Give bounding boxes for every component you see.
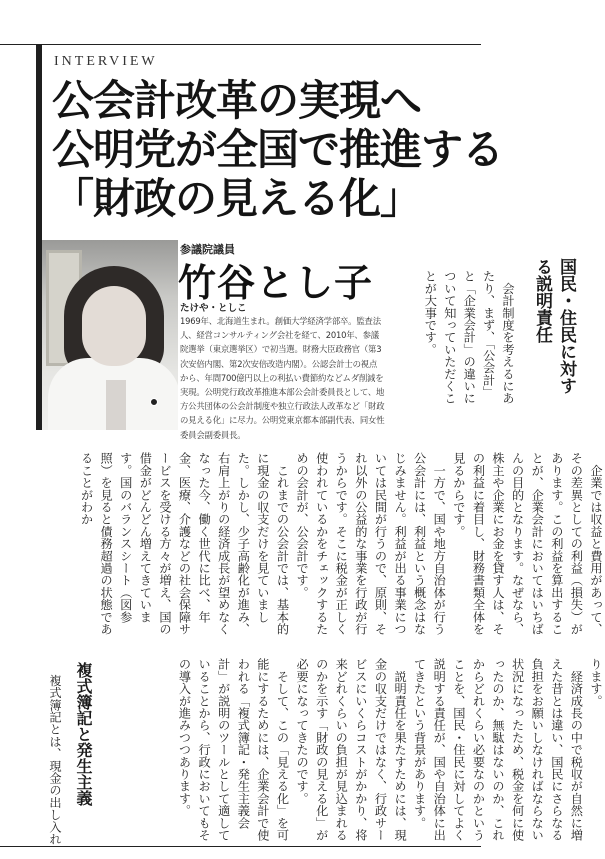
portrait-photo (42, 240, 178, 430)
body-upper (40, 452, 605, 635)
bottom-rule (0, 846, 481, 847)
body-paragraph: 説明責任を果たすためには、現金の収支だけではなく、行政サービスにいくらコストがかかり、将来どれくらいの負担が見込まれるのかを示す「財政の見える化」が必要になってきたのです。 (295, 658, 408, 841)
body-paragraph: ります。 (589, 658, 603, 707)
intro-text: 会計制度を考えるにあたり、まず、「公会計」と「企業会計」の違いについて知っていただくことが大事です。 (423, 270, 516, 405)
profile-name: 竹谷とし子 (178, 261, 374, 305)
profile-kana: たけや・としこ (180, 303, 247, 314)
intro-heading: 国民・住民に対する説明責任 (532, 258, 576, 394)
top-rule (0, 44, 481, 45)
headline (52, 76, 503, 223)
subheading: 複式簿記と発生主義 (74, 662, 93, 806)
headline-line-1: 公会計改革の実現へ (52, 76, 422, 125)
body-paragraph: これまでの公会計では、基本的に現金の収支だけを見ていました。しかし、少子高齢化が進み、右肩上がりの経済成長が望めなくなった今、働く世代に比べ、年金、医療、介護などの社会保障サービスを受ける方々が増え、国の借金がどんどん増えてきています。国のバランスシート（図参照）を見ると債務超過の状態であることがわか (79, 452, 290, 635)
portrait-blouse (106, 380, 126, 430)
body-lower (72, 658, 605, 841)
profile-bio: 1969年、北海道生まれ。創価大学経済学部卒。監査法人、経営コンサルティング会社を経て、2010年、参議院選挙（東京選挙区）で初当選。財務大臣政務官（第3次安倍内閣、第2次安倍改造内閣）。公認会計士の視点から、年間700億円以上の利払い費節約などムダ削減を実現。公明党行政改革推進本部公会計委員長として、地方公共団体の公会計制度や独立行政法人改革など「財政の見える化」に尽力。公明党東京都本部副代表、同女性委員会副委員長。 (180, 316, 385, 440)
section-kicker: INTERVIEW (54, 54, 158, 69)
headline-line-2: 公明党が全国で推進する (52, 125, 504, 174)
body-paragraph: 経済成長の中で税収が自然に増えた昔とは違い、国民にさらなる負担をお願いしなければならない状況になったため、税金を何に使ったのか、無駄はないのか、これからどれくらい必要なのかということを、国民・住民に対してよく説明する責任が、国や自治体に出てきたという背景があります。 (412, 658, 584, 841)
profile-role: 参議院議員 (180, 243, 235, 256)
body-paragraph: 企業では収益と費用があって、その差異としての利益（損失）があります。この利益を算出することが、企業会計においてはいちばんの目的となります。なぜなら、株主や企業にお金を貸す人は、その利益に着目し、財務書類全体を見るからです。 (451, 452, 603, 635)
body-paragraph: 一方で、国や地方自治体が行う公会計には、利益という概念はなじみません。利益が出る事業については民間が行うので、原則、それ以外の公益的な事業を行政が行うからです。そこに税金が正しく使われているかをチェックするための会計が、公会計です。 (295, 452, 447, 635)
party-pin-icon (150, 398, 158, 406)
portrait-face (82, 286, 146, 366)
body-paragraph: そして、この「見える化」を可能にするためには、企業会計で使われる「複式簿記・発生主義会計」が説明のツールとして適していることから、行政においてもその導入が進みつつあります。 (177, 658, 290, 841)
body-after-subheading: 複式簿記とは、現金の出し入れ (48, 662, 62, 845)
headline-line-3: 「財政の見える化」 (52, 174, 422, 223)
